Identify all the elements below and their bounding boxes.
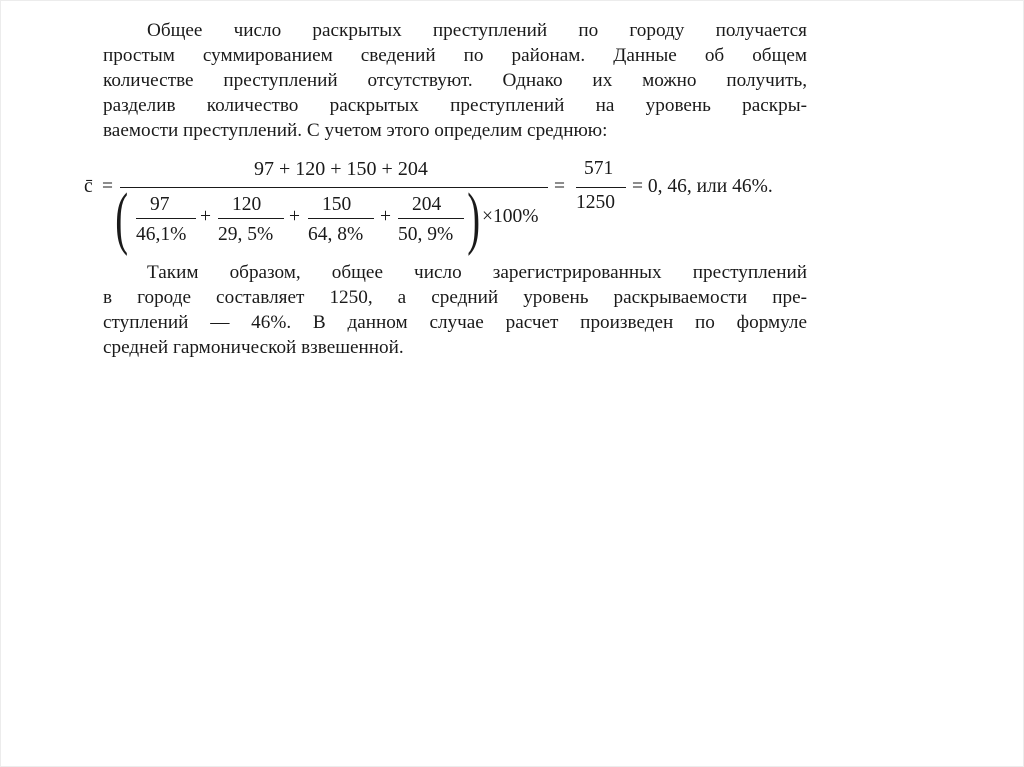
times-100-percent: ×100% [482, 206, 539, 227]
fraction-4-numerator: 204 [412, 194, 442, 215]
text-line: средней гармонической взвешенной. [103, 337, 404, 358]
result-denominator: 1250 [576, 192, 615, 213]
fraction-3-bar [308, 218, 374, 219]
fraction-2-bar [218, 218, 284, 219]
formula-lhs: c̄ [84, 176, 93, 197]
text-line: ступлений — 46%. В данном случае расчет произведен по формуле [103, 312, 807, 333]
text-line: ваемости преступлений. С учетом этого определим среднюю: [103, 120, 608, 141]
open-paren: ( [115, 180, 129, 257]
main-fraction-bar [120, 187, 548, 188]
fraction-1-numerator: 97 [150, 194, 170, 215]
fraction-4-denominator: 50, 9% [398, 224, 454, 245]
fraction-2-numerator: 120 [232, 194, 262, 215]
fraction-1-bar [136, 218, 196, 219]
text-line: разделив количество раскрытых преступлений на уровень раскры- [103, 95, 807, 116]
formula-numerator: 97 + 120 + 150 + 204 [254, 158, 428, 180]
fraction-2-denominator: 29, 5% [218, 224, 274, 245]
result-text: = 0, 46, или 46%. [632, 176, 773, 197]
text-line: Таким образом, общее число зарегистрированных преступлений [147, 262, 807, 283]
fraction-4-bar [398, 218, 464, 219]
paragraph-intro [103, 18, 807, 143]
text-line: в городе составляет 1250, а средний уровень раскрываемости пре- [103, 287, 807, 308]
formula-equals-2: = [554, 176, 565, 197]
close-paren: ) [467, 180, 481, 257]
plus-sign: + [200, 206, 211, 227]
result-fraction-bar [576, 187, 626, 188]
text-line: количестве преступлений отсутствуют. Однако их можно получить, [103, 70, 807, 91]
fraction-3-denominator: 64, 8% [308, 224, 364, 245]
plus-sign: + [289, 206, 300, 227]
text-line: простым суммированием сведений по районам. Данные об общем [103, 45, 807, 66]
plus-sign: + [380, 206, 391, 227]
formula-equals: = [102, 176, 113, 197]
fraction-3-numerator: 150 [322, 194, 352, 215]
text-line: Общее число раскрытых преступлений по городу получается [147, 20, 807, 41]
fraction-1-denominator: 46,1% [136, 224, 187, 245]
result-numerator: 571 [584, 158, 614, 179]
harmonic-mean-formula [84, 154, 804, 257]
paragraph-conclusion [103, 260, 807, 360]
